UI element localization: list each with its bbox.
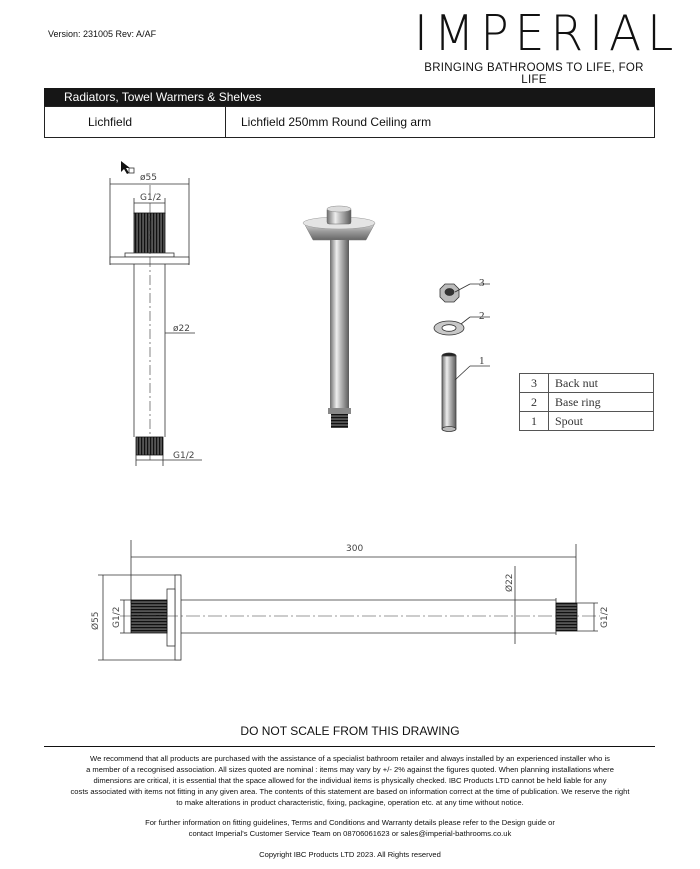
further-info-line: For further information on fitting guidelines, Terms and Conditions and Warranty details please refer to the Design guide or [145, 818, 555, 827]
version-label: Version: 231005 Rev: A/AF [48, 29, 157, 39]
category-label: Radiators, Towel Warmers & Shelves [64, 90, 262, 104]
disclaimer-line: costs associated with items not fitting in any given area. The contents of this statement are based on information correct at the time of publication. We reserve the right [70, 787, 630, 796]
dim-g12-top: G1/2 [140, 193, 162, 203]
further-info-line: contact Imperial's Customer Service Team on 08706061623 or sales@imperial-bathrooms.co.uk [188, 829, 512, 838]
cursor-icon [121, 161, 134, 174]
dim-d22-top: ø22 [173, 324, 190, 334]
disclaimer-line: We recommend that all products are purchased with the assistance of a specialist bathroom retailer and always installed by an experienced installer who is [90, 754, 610, 763]
part-name: Base ring [549, 393, 654, 412]
product-range: Lichfield [45, 107, 226, 137]
front-view-drawing [110, 178, 202, 466]
side-view-drawing [98, 540, 600, 660]
disclaimer [24, 753, 676, 808]
dim-d55-top: ø55 [140, 173, 157, 183]
callout-2: 2 [479, 310, 485, 322]
dim-d55-side: Ø55 [91, 611, 101, 630]
parts-table [519, 373, 654, 431]
dim-d22-side: Ø22 [505, 573, 515, 592]
dim-g12-right: G1/2 [600, 606, 610, 628]
logo-tagline: BRINGING BATHROOMS TO LIFE, FOR LIFE [424, 62, 644, 86]
not-to-scale-notice: DO NOT SCALE FROM THIS DRAWING [240, 724, 460, 738]
product-photo [303, 206, 375, 428]
part-name: Spout [549, 412, 654, 431]
part-number: 3 [520, 374, 549, 393]
product-name: Lichfield 250mm Round Ceiling arm [241, 115, 432, 129]
table-row [520, 393, 654, 412]
callout-3: 3 [479, 277, 485, 289]
dim-g12-left: G1/2 [112, 606, 122, 628]
table-row [520, 374, 654, 393]
dim-length: 300 [346, 544, 364, 554]
logo-wordmark: IMPERIAL [414, 4, 680, 63]
divider [44, 746, 655, 747]
disclaimer-line: a member of a recognised association. All sizes quoted are nominal : items may vary by +/- 2% against the figures quoted. When planning installations where [86, 765, 614, 774]
disclaimer-line: to make alterations in product characteristic, fixing, packagine, operation etc. at any time without notice. [176, 798, 524, 807]
part-number: 1 [520, 412, 549, 431]
dim-g12-bottom: G1/2 [173, 451, 195, 461]
disclaimer-line: dimensions are critical, it is essential that the space allowed for the individual items is physically checked. IBC Products LTD cannot be held liable for any [93, 776, 607, 785]
table-row [520, 412, 654, 431]
copyright: Copyright IBC Products LTD 2023. All Rights reserved [259, 850, 441, 859]
part-callouts [479, 277, 485, 367]
part-number: 2 [520, 393, 549, 412]
part-name: Back nut [549, 374, 654, 393]
callout-1: 1 [479, 355, 485, 367]
further-info [0, 817, 700, 839]
